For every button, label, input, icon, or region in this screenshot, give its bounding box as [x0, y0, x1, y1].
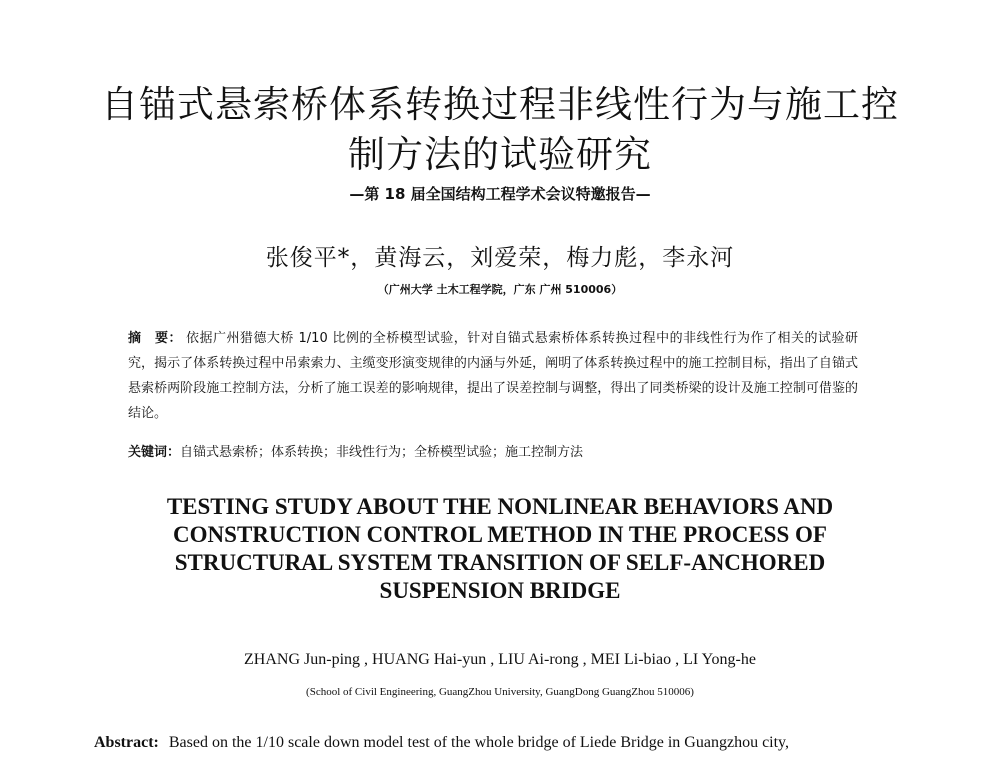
chinese-subtitle: —第 18 届全国结构工程学术会议特邀报告— [349, 185, 651, 203]
english-abstract-label: Abstract: [94, 734, 159, 751]
chinese-title-line-2: 制方法的试验研究 [348, 133, 652, 176]
chinese-keywords [128, 440, 858, 465]
english-title-line-1: TESTING STUDY ABOUT THE NONLINEAR BEHAVIORS AND [166, 494, 834, 519]
chinese-abstract-text: 依据广州猎德大桥 1/10 比例的全桥模型试验，针对自锚式悬索桥体系转换过程中的非线性行为作了相关的试验研究，揭示了体系转换过程中吊索索力、主缆变形演变规律的内涵与外延，阐明了体系转换过程中的施工控制目标，指出了自锚式悬索桥两阶段施工控制方法，分析了施工误差的影响规律，提出了误差控制与调整，得出了同类桥梁的设计及施工控制可借鉴的结论。 [128, 331, 858, 421]
chinese-abstract [128, 326, 858, 426]
english-title [100, 493, 900, 605]
english-title-line-2: CONSTRUCTION CONTROL METHOD IN THE PROCESS OF [173, 522, 827, 547]
english-abstract [94, 734, 914, 752]
english-affiliation: (School of Civil Engineering, GuangZhou University, GuangDong GuangZhou 510006) [306, 686, 694, 698]
english-title-line-4: SUSPENSION BRIDGE [379, 578, 621, 603]
chinese-authors: 张俊平*，黄海云，刘爱荣，梅力彪，李永河 [265, 245, 735, 271]
english-abstract-text: Based on the 1/10 scale down model test of the whole bridge of Liede Bridge in Guangzhou city, [168, 734, 790, 751]
chinese-affiliation: （广州大学 土木工程学院，广东 广州 510006） [377, 283, 623, 296]
chinese-title [60, 80, 940, 180]
chinese-keywords-text: 自锚式悬索桥；体系转换；非线性行为；全桥模型试验；施工控制方法 [180, 445, 584, 460]
english-authors: ZHANG Jun-ping , HUANG Hai-yun , LIU Ai-rong , MEI Li-biao , LI Yong-he [244, 651, 756, 668]
english-title-line-3: STRUCTURAL SYSTEM TRANSITION OF SELF-ANCHORED [174, 550, 826, 575]
chinese-keywords-label: 关键词： [128, 445, 181, 460]
chinese-abstract-label: 摘 要： [128, 331, 182, 346]
chinese-title-line-1: 自锚式悬索桥体系转换过程非线性行为与施工控 [101, 83, 899, 126]
